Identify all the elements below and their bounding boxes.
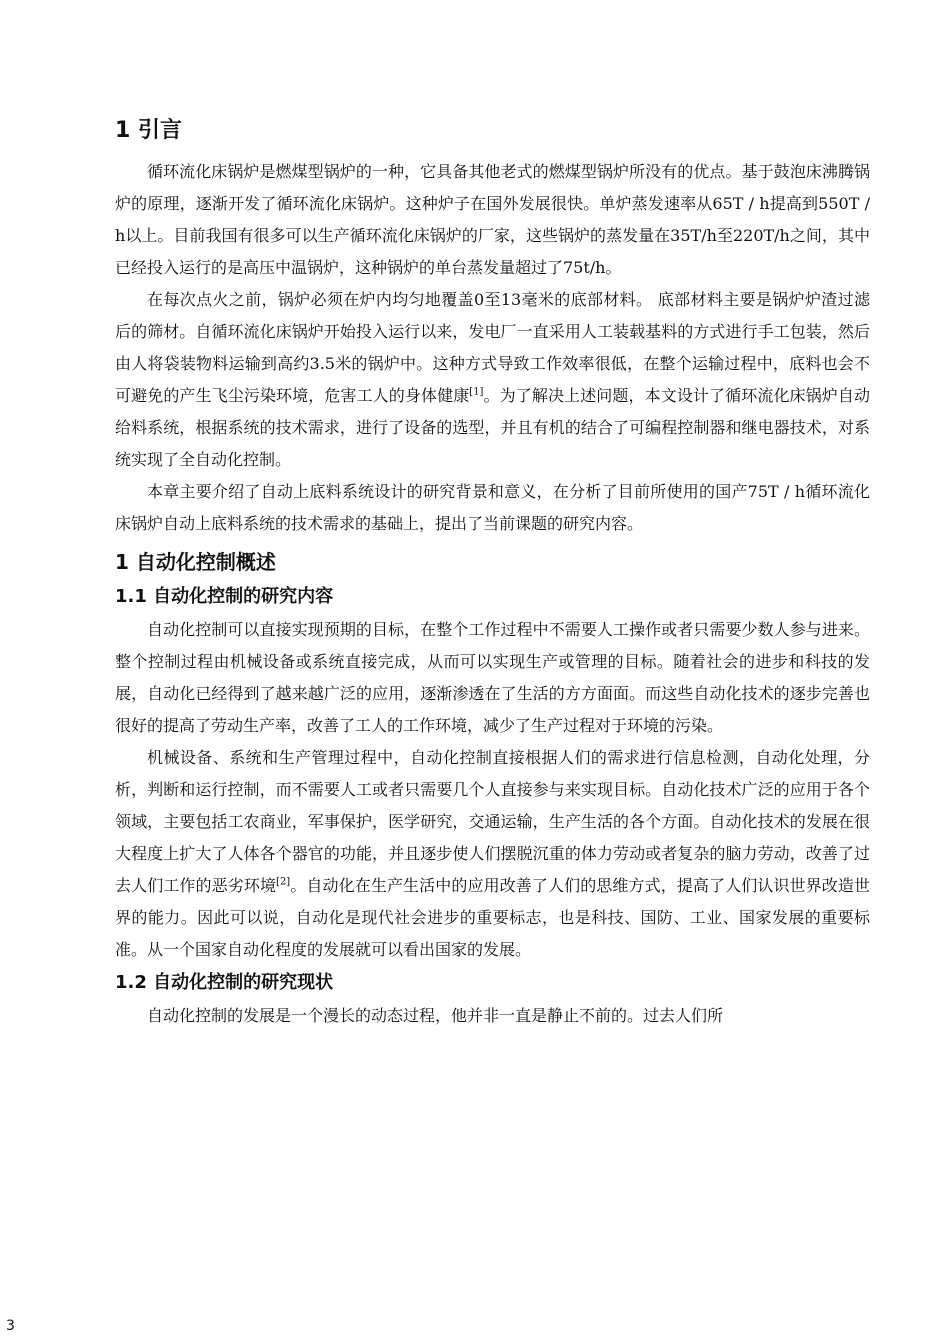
paragraph-text: 在每次点火之前，锅炉必须在炉内均匀地覆盖0至13毫米的底部材料。 底部材料主要是锅炉炉渣过滤后的筛材。自循环流化床锅炉开始投入运行以来，发电厂一直采用人工装载基料的方式进行手工包装，然后由人将袋装物料运输到高约3.5米的锅炉中。这种方式导致工作效率很低，在整个运输过程中，底料也会不可避免的产生飞尘污染环境，危害工人的身体健康	[115, 290, 870, 405]
citation-ref: [2]	[276, 876, 291, 888]
chapter-paragraph-1: 循环流化床锅炉是燃煤型锅炉的一种，它具备其他老式的燃煤型锅炉所没有的优点。基于鼓泡床沸腾锅炉的原理，逐渐开发了循环流化床锅炉。这种炉子在国外发展很快。单炉蒸发速率从65T / h提高到550T / h以上。目前我国有很多可以生产循环流化床锅炉的厂家，这些锅炉的蒸发量在35T/h至220T/h之间，其中已经投入运行的是高压中温锅炉，这种锅炉的单台蒸发量超过了75t/h。	[115, 162, 870, 277]
subsection-title-1-1: 1.1 自动化控制的研究内容	[115, 586, 334, 607]
chapter-paragraph-2	[115, 284, 870, 476]
subsection-1-1-paragraph-1: 自动化控制可以直接实现预期的目标，在整个工作过程中不需要人工操作或者只需要少数人参与进来。整个控制过程由机械设备或系统直接完成，从而可以实现生产或管理的目标。随着社会的进步和科技的发展，自动化已经得到了越来越广泛的应用，逐渐渗透在了生活的方方面面。而这些自动化技术的逐步完善也很好的提高了劳动生产率，改善了工人的工作环境，减少了生产过程对于环境的污染。	[115, 620, 870, 735]
subsection-1-2-paragraph-1: 自动化控制的发展是一个漫长的动态过程，他并非一直是静止不前的。过去人们所	[147, 1006, 724, 1025]
paragraph-text: 。为了解决上述问题，本文设计了循环流化床锅炉自动给料系统，根据系统的技术需求，进行了设备的选型，并且有机的结合了可编程控制器和继电器技术，对系统实现了全自动化控制。	[115, 386, 870, 469]
paragraph-text: 机械设备、系统和生产管理过程中，自动化控制直接根据人们的需求进行信息检测，自动化处理，分析，判断和运行控制，而不需要人工或者只需要几个人直接参与来实现目标。自动化技术广泛的应用于各个领域，主要包括工农商业，军事保护，医学研究，交通运输，生产生活的各个方面。自动化技术的发展在很大程度上扩大了人体各个器官的功能，并且逐步使人们摆脱沉重的体力劳动或者复杂的脑力劳动，改善了过去人们工作的恶劣环境	[115, 748, 870, 895]
chapter-paragraph-3: 本章主要介绍了自动上底料系统设计的研究背景和意义，在分析了目前所使用的国产75T / h循环流化床锅炉自动上底料系统的技术需求的基础上，提出了当前课题的研究内容。	[115, 482, 870, 533]
citation-ref: [1]	[469, 386, 484, 398]
subsection-title-1-2: 1.2 自动化控制的研究现状	[115, 972, 334, 993]
chapter-title: 1 引言	[115, 118, 182, 143]
section-title: 1 自动化控制概述	[115, 550, 276, 574]
paragraph-text: 。自动化在生产生活中的应用改善了人们的思维方式，提高了人们认识世界改造世界的能力。因此可以说，自动化是现代社会进步的重要标志，也是科技、国防、工业、国家发展的重要标准。从一个国家自动化程度的发展就可以看出国家的发展。	[115, 876, 870, 959]
subsection-1-1-paragraph-2	[115, 742, 870, 966]
paper-page	[115, 110, 870, 1032]
page-number: 3	[6, 1318, 15, 1334]
